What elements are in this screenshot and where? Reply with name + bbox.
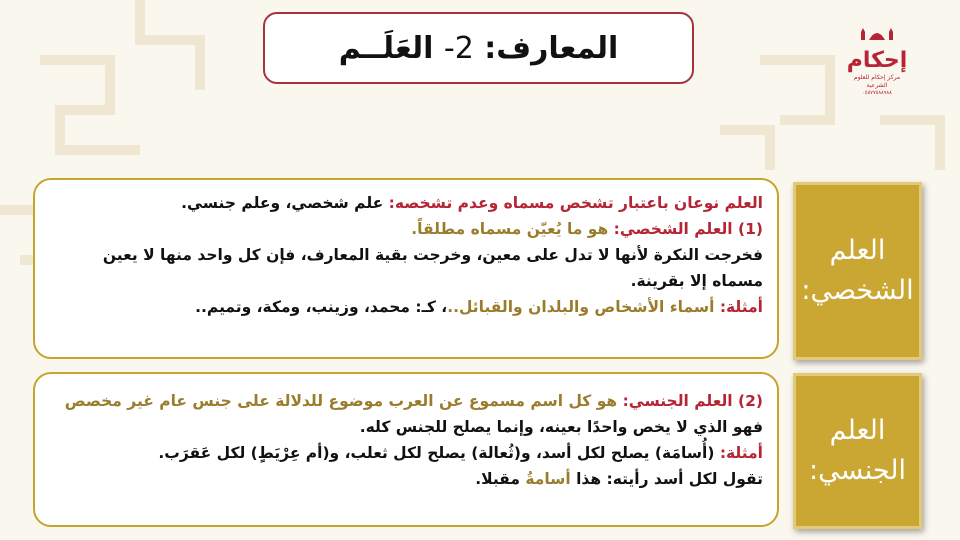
personal-label xyxy=(793,182,922,360)
logo-name: إحكام xyxy=(846,48,908,73)
box2-line1 xyxy=(49,388,763,440)
personal-explanation: فخرجت النكرة لأنها لا تدل على معين، وخرجت بقية المعارف، فإن كل واحد منها لا يعين مسماه إلا بقرينة. xyxy=(102,246,763,290)
personal-label-line1: العلم xyxy=(829,235,886,266)
box1-line4 xyxy=(49,294,763,320)
title-word: العَلَــم xyxy=(338,30,434,66)
personal-heading: (1) العلم الشخصي: xyxy=(613,220,763,238)
generic-label xyxy=(793,373,922,529)
box1-intro: العلم نوعان باعتبار تشخص مسماه وعدم تشخصه: xyxy=(388,194,763,212)
logo-subtitle: مركز إحكام للعلوم الشرعية xyxy=(853,74,901,89)
generic-examples: (أُسامَة) يصلح لكل أسد، و(ثُعالة) يصلح لكل ثعلب، و(أم عِرْيَطٍ) لكل عَقرَب. xyxy=(158,444,720,462)
box2-line3 xyxy=(49,466,763,492)
page-title xyxy=(339,31,619,66)
box1-line2 xyxy=(49,216,763,242)
generic-examples-label: أمثلة: xyxy=(719,444,763,462)
generic-usage-name: أسامةُ xyxy=(525,470,571,488)
examples-label: أمثلة: xyxy=(719,298,763,316)
generic-definition: هو كل اسم مسموع عن العرب موضوع للدلالة على جنس عام غير مخصص xyxy=(64,392,623,410)
title-number: 2- xyxy=(443,30,474,66)
logo xyxy=(846,26,908,96)
logo-phone: ٠٥٥٧٧٥٨٨٩٨٨ xyxy=(862,90,892,96)
personal-definition: هو ما يُعيّن مسماه مطلقاً. xyxy=(411,220,614,238)
box2-line2 xyxy=(49,440,763,466)
generic-proper-noun-box xyxy=(33,372,779,527)
title-prefix: المعارف: xyxy=(484,30,619,66)
mosque-icon xyxy=(857,26,897,40)
generic-usage: تقول لكل أسد رأيته: هذا xyxy=(570,470,763,488)
personal-proper-noun-box xyxy=(33,178,779,359)
box1-intro-rest: علم شخصي، وعلم جنسي. xyxy=(181,194,389,212)
generic-heading: (2) العلم الجنسي: xyxy=(622,392,763,410)
generic-explanation: فهو الذي لا يخص واحدًا بعينه، وإنما يصلح للجنس كله. xyxy=(359,418,763,436)
generic-label-line1: العلم xyxy=(829,415,886,446)
generic-usage-end: مقبلا. xyxy=(475,470,526,488)
box1-line1 xyxy=(49,190,763,216)
generic-label-line2: الجنسي: xyxy=(809,455,906,486)
title-box xyxy=(263,12,694,84)
examples-categories: أسماء الأشخاص والبلدان والقبائل.. xyxy=(447,298,720,316)
personal-label-line2: الشخصي: xyxy=(801,275,914,306)
examples-list: ، كـ: محمد، وزينب، ومكة، وتميم.. xyxy=(195,298,448,316)
